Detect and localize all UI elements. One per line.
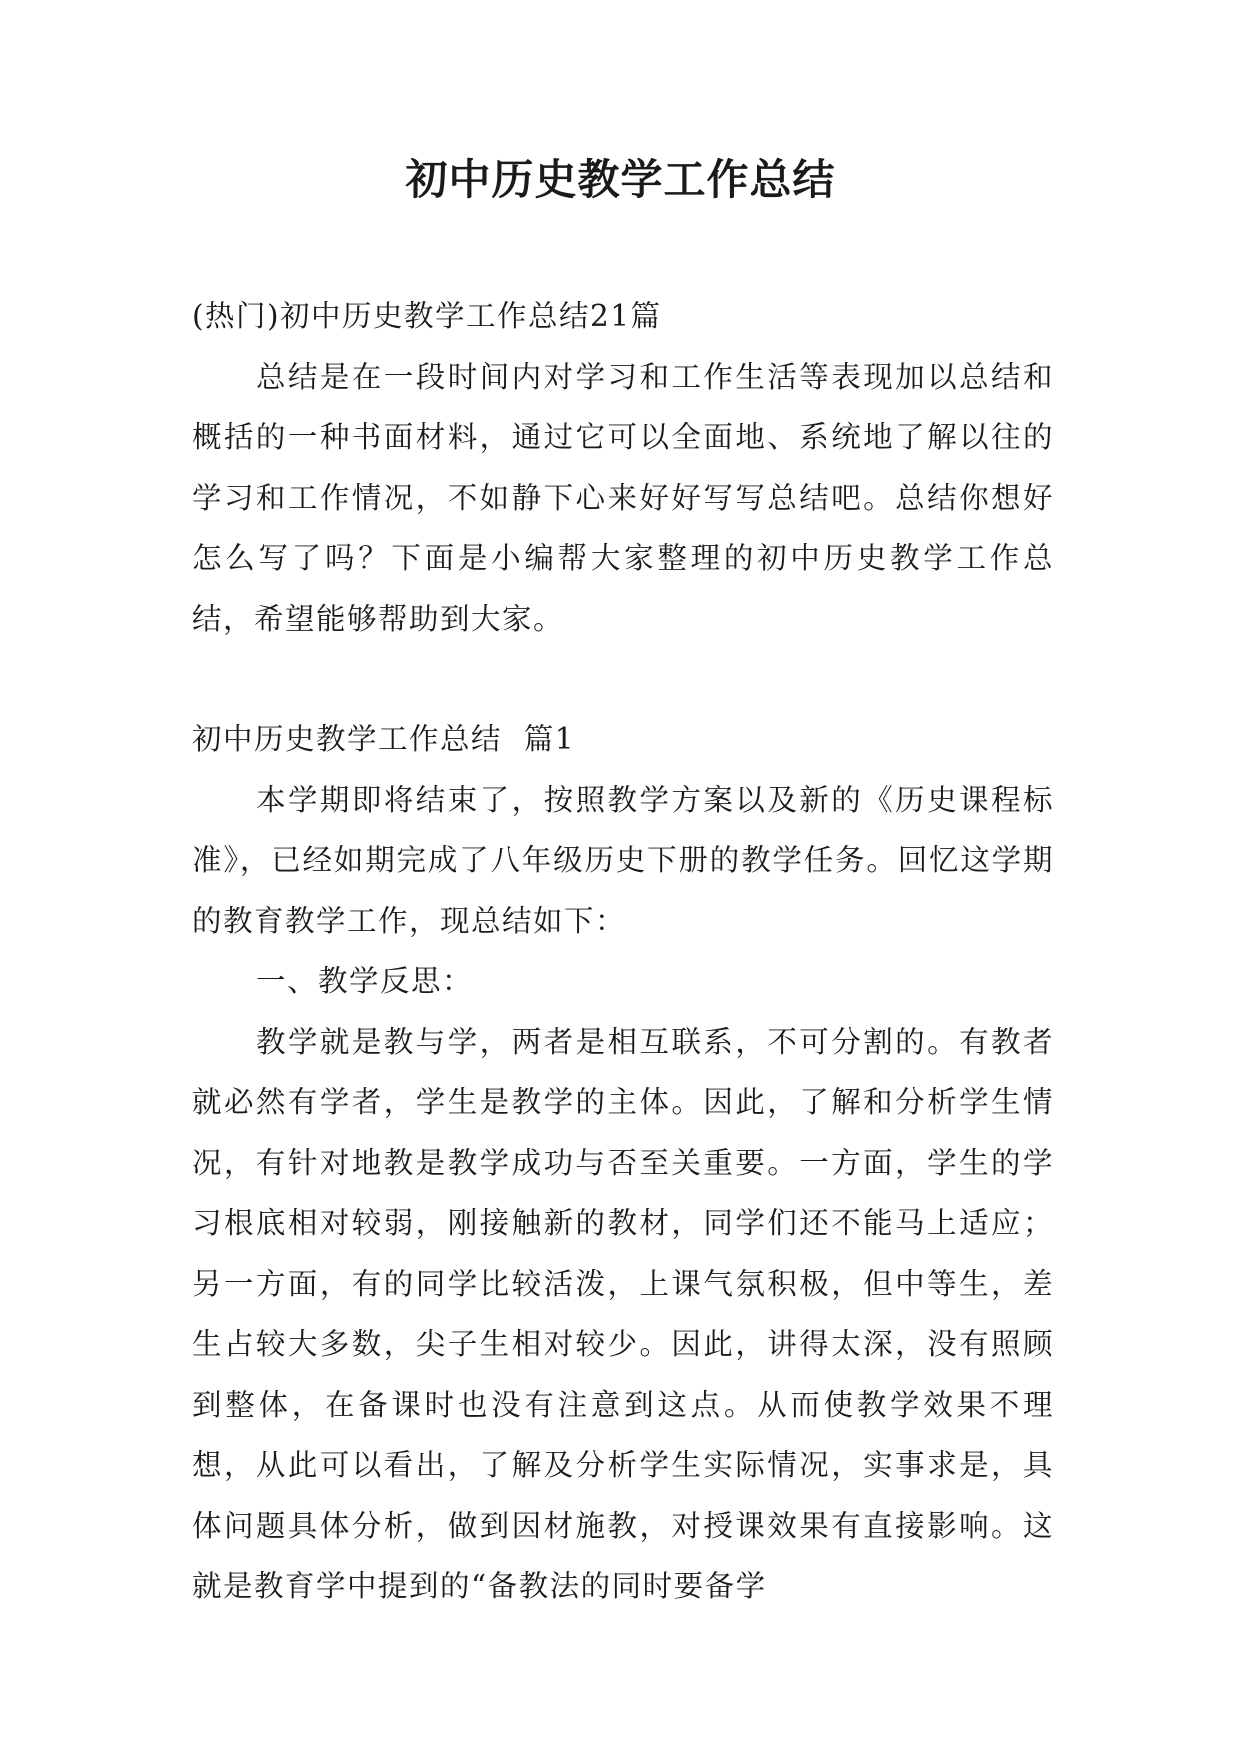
paragraph-2: 一、教学反思： (256, 964, 474, 998)
intro-paragraph: 总结是在一段时间内对学习和工作生活等表现加以总结和概括的一种书面材料，通过它可以全面地、系统地了解以往的学习和工作情况，不如静下心来好好写写总结吧。总结你想好怎么写了吗？下面是小编帮大家整理的初中历史教学工作总结，希望能够帮助到大家。 (192, 359, 1054, 636)
section-spacer (192, 649, 1054, 709)
document-subtitle: (热门)初中历史教学工作总结21篇 (192, 299, 662, 333)
section-heading: 初中历史教学工作总结 篇1 (192, 722, 576, 756)
paragraph-3: 教学就是教与学，两者是相互联系，不可分割的。有教者就必然有学者，学生是教学的主体。因此，了解和分析学生情况，有针对地教是教学成功与否至关重要。一方面，学生的学习根底相对较弱，刚接触新的教材，同学们还不能马上适应；另一方面，有的同学比较活泼，上课气氛积极，但中等生，差生占较大多数，尖子生相对较少。因此，讲得太深，没有照顾到整体，在备课时也没有注意到这点。从而使教学效果不理想，从此可以看出，了解及分析学生实际情况，实事求是，具体问题具体分析，做到因材施教，对授课效果有直接影响。这就是教育学中提到的“备教法的同时要备学 (192, 1024, 1054, 1603)
document-title: 初中历史教学工作总结 (405, 155, 836, 204)
paragraph-1: 本学期即将结束了，按照教学方案以及新的《历史课程标准》，已经如期完成了八年级历史下册的教学任务。回忆这学期的教育教学工作，现总结如下： (192, 782, 1054, 938)
document-body (192, 286, 1054, 1617)
